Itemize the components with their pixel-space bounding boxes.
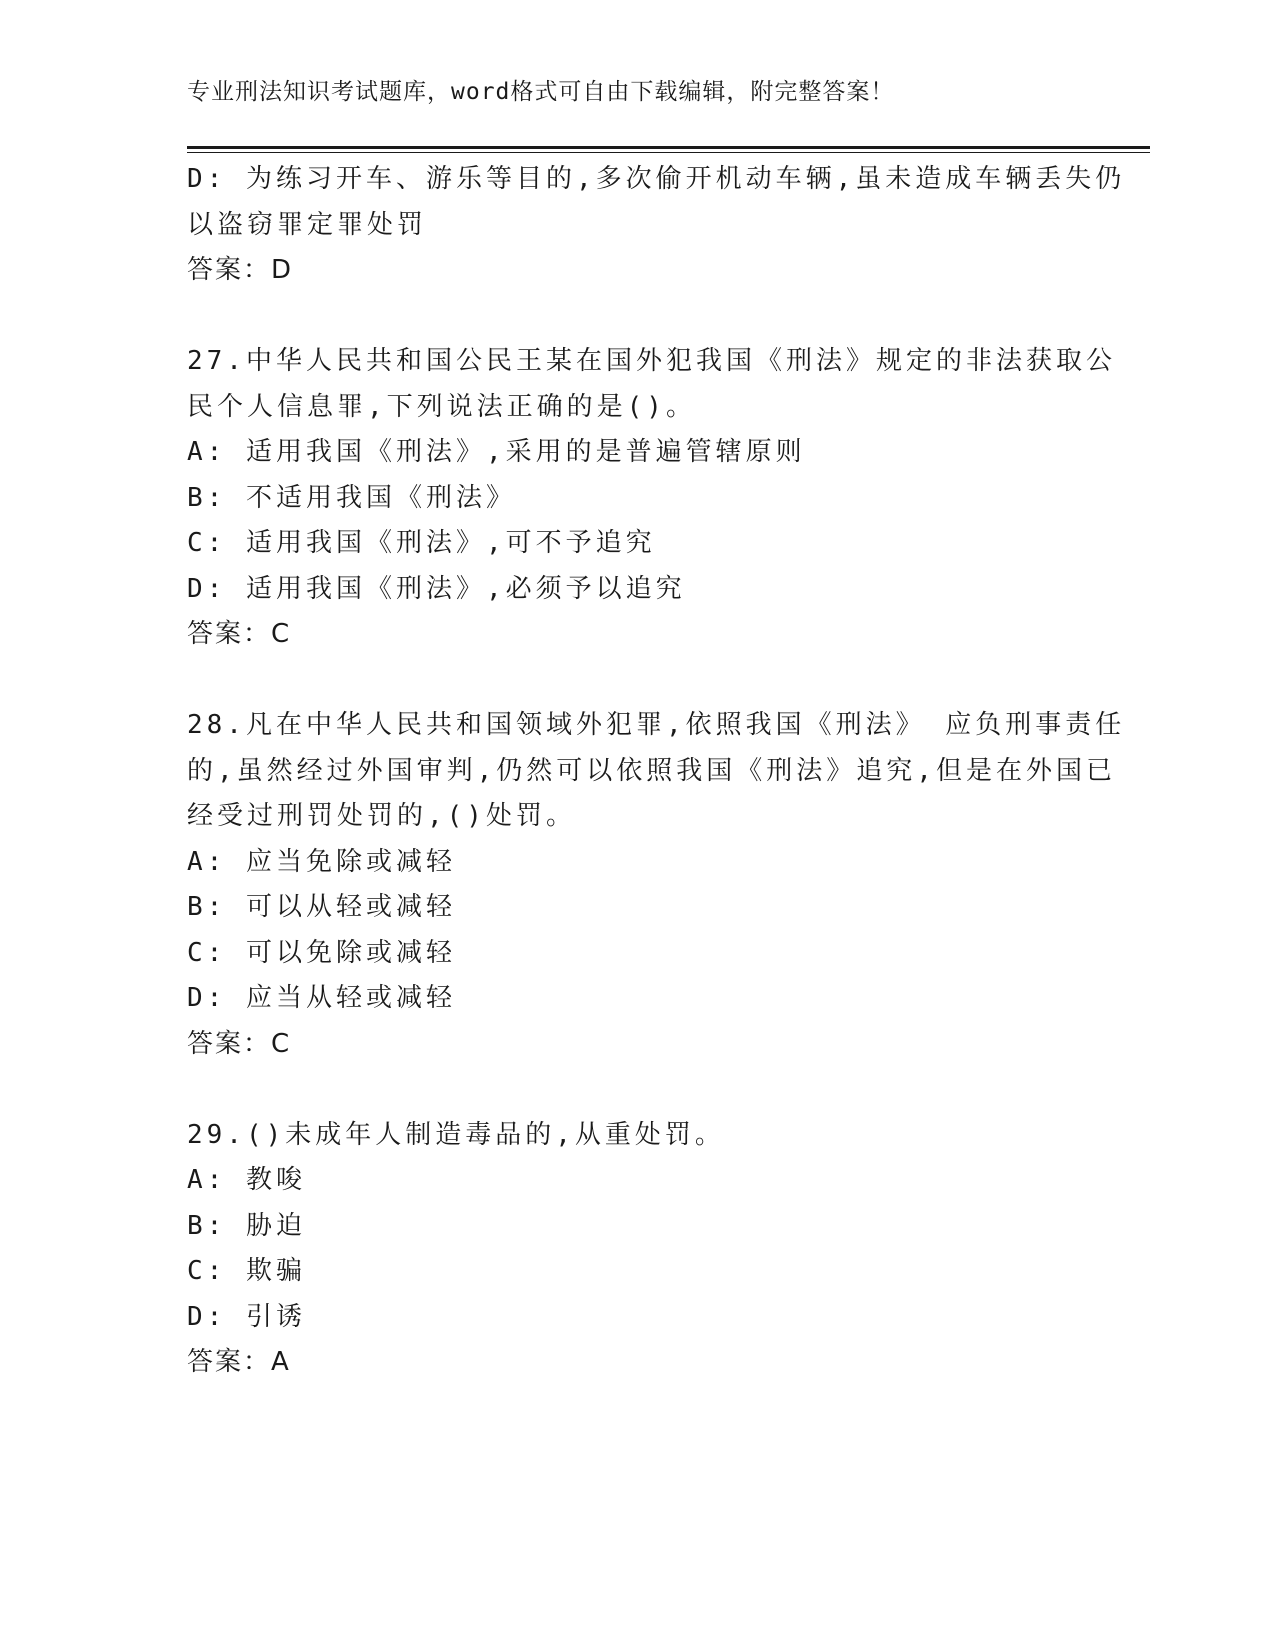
option-c: C: 可以免除或减轻: [187, 937, 456, 968]
question-list: [187, 157, 1126, 1386]
question-stem-line1: 27.中华人民共和国公民王某在国外犯我国《刑法》规定的非法获取公: [187, 346, 1116, 376]
question-stem-line2: 民个人信息罪,下列说法正确的是()。: [187, 391, 696, 422]
option-d: D: 引诱: [187, 1301, 306, 1332]
answer-line: 答案：D: [187, 255, 294, 285]
answer-line: 答案：A: [187, 1347, 291, 1377]
option-b: B: 不适用我国《刑法》: [187, 482, 516, 513]
option-b: B: 胁迫: [187, 1210, 306, 1241]
spacer: [187, 1067, 1087, 1113]
option-a: A: 应当免除或减轻: [187, 846, 456, 877]
header-divider-thick: [187, 146, 1150, 149]
page-header: 专业刑法知识考试题库，word格式可自由下载编辑，附完整答案！: [187, 79, 895, 105]
question-stem-line3: 经受过刑罚处罚的,()处罚。: [187, 801, 576, 831]
option-d-line1: D: 为练习开车、游乐等目的,多次偷开机动车辆,虽未造成车辆丢失仍: [187, 164, 1126, 194]
option-a: A: 适用我国《刑法》,采用的是普遍管辖原则: [187, 437, 806, 467]
option-c: C: 适用我国《刑法》,可不予追究: [187, 528, 656, 558]
spacer: [187, 294, 1087, 340]
question-stem-line1: 28.凡在中华人民共和国领域外犯罪,依照我国《刑法》 应负刑事责任: [187, 710, 1126, 740]
header-divider-thin: [187, 152, 1150, 153]
spacer: [187, 658, 1087, 704]
question-block-29: [187, 1113, 1087, 1386]
option-a: A: 教唆: [187, 1165, 306, 1195]
question-block-26: [187, 157, 1126, 294]
option-d-line2: 以盗窃罪定罪处罚: [187, 209, 428, 240]
question-stem-line1: 29.()未成年人制造毒品的,从重处罚。: [187, 1119, 725, 1150]
option-d: D: 应当从轻或减轻: [187, 983, 456, 1013]
option-b: B: 可以从轻或减轻: [187, 892, 456, 922]
question-stem-line2: 的,虽然经过外国审判,仍然可以依照我国《刑法》追究,但是在外国已: [187, 755, 1116, 786]
question-block-27: [187, 339, 1116, 658]
question-block-28: [187, 703, 1126, 1067]
answer-line: 答案：C: [187, 619, 292, 649]
option-d: D: 适用我国《刑法》,必须予以追究: [187, 573, 686, 604]
option-c: C: 欺骗: [187, 1256, 306, 1286]
answer-line: 答案：C: [187, 1028, 292, 1059]
